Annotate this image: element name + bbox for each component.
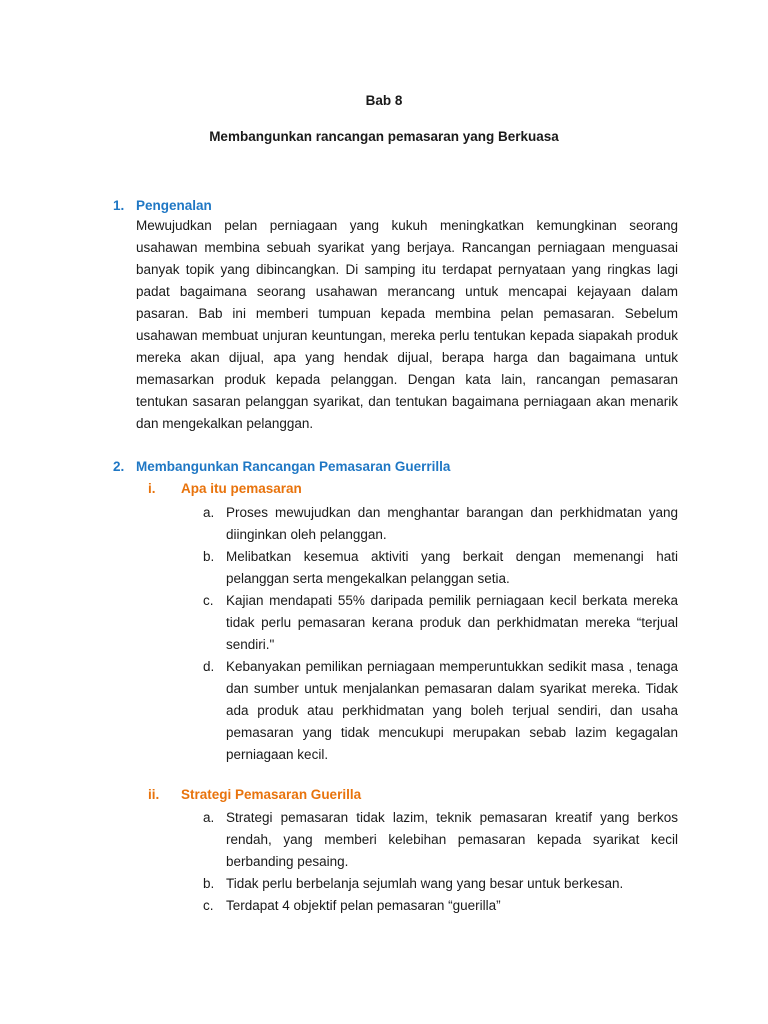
section-2-title: Membangunkan Rancangan Pemasaran Guerrilla xyxy=(136,459,451,474)
list-item xyxy=(203,590,678,656)
list-item-text: Kajian mendapati 55% daripada pemilik perniagaan kecil berkata mereka tidak perlu pemasaran kerana produk dan perkhidmatan mereka “terjual sendiri." xyxy=(226,593,678,652)
list-item-text: Kebanyakan pemilikan perniagaan memperuntukkan sedikit masa , tenaga dan sumber untuk menjalankan pemasaran dalam syarikat mereka. Tidak ada produk atau perkhidmatan yang boleh terjual sendiri, dan usaha pemasaran yang tidak mencukupi merupakan sebab lazim kegagalan perniagaan kecil. xyxy=(226,659,678,762)
list-marker: b. xyxy=(203,876,215,891)
subsection-i-title: Apa itu pemasaran xyxy=(181,481,302,496)
list-item-text: Melibatkan kesemua aktiviti yang berkait dengan memenangi hati pelanggan serta mengekalkan pelanggan setia. xyxy=(226,549,678,586)
list-marker: a. xyxy=(203,810,215,825)
section-2-heading xyxy=(113,459,450,474)
list-marker: a. xyxy=(203,505,215,520)
list-item-text: Proses mewujudkan dan menghantar barangan dan perkhidmatan yang diinginkan oleh pelanggan. xyxy=(226,505,678,542)
document-title: Membangunkan rancangan pemasaran yang Berkuasa xyxy=(209,129,559,144)
subsection-ii-title: Strategi Pemasaran Guerilla xyxy=(181,787,362,802)
list-marker: b. xyxy=(203,549,215,564)
chapter-label: Bab 8 xyxy=(365,93,403,108)
section-1-paragraph: Mewujudkan pelan perniagaan yang kukuh meningkatkan kemungkinan seorang usahawan membina sebuah syarikat yang berjaya. Rancangan perniagaan menguasai banyak topik yang dibincangkan. Di samping itu terdapat pernyataan yang ringkas lagi padat bagaimana seorang usahawan merancang untuk mencapai kejayaan dalam pasaran. Bab ini memberi tumpuan kepada membina pelan pemasaran. Sebelum usahawan membuat unjuran keuntungan, mereka perlu tentukan kepada siapakah produk mereka akan dijual, apa yang hendak dijual, berapa harga dan bagaimana untuk memasarkan produk kepada pelanggan. Dengan kata lain, rancangan pemasaran tentukan sasaran pelanggan syarikat, dan tentukan bagaimana perniagaan akan menarik dan mengekalkan pelanggan. xyxy=(136,218,678,431)
section-1-heading xyxy=(113,198,212,213)
list-item-text: Strategi pemasaran tidak lazim, teknik pemasaran kreatif yang berkos rendah, yang memberi kelebihan pemasaran kepada syarikat kecil berbanding pesaing. xyxy=(226,810,678,869)
list-marker: d. xyxy=(203,659,215,674)
list-item-text: Tidak perlu berbelanja sejumlah wang yang besar untuk berkesan. xyxy=(226,876,624,891)
subsection-ii-numeral: ii. xyxy=(148,787,160,802)
list-item xyxy=(203,546,678,590)
list-item xyxy=(203,807,678,873)
list-item xyxy=(203,895,678,917)
section-1-title: Pengenalan xyxy=(136,198,212,213)
subsection-i-list xyxy=(203,502,678,766)
list-marker: c. xyxy=(203,593,214,608)
list-item-text: Terdapat 4 objektif pelan pemasaran “guerilla” xyxy=(226,898,501,913)
list-item xyxy=(203,873,678,895)
list-item xyxy=(203,502,678,546)
section-2-number: 2. xyxy=(113,459,125,474)
subsection-ii-list xyxy=(203,807,678,917)
list-marker: c. xyxy=(203,898,214,913)
subsection-i-numeral: i. xyxy=(148,481,156,496)
list-item xyxy=(203,656,678,766)
section-1-number: 1. xyxy=(113,198,125,213)
